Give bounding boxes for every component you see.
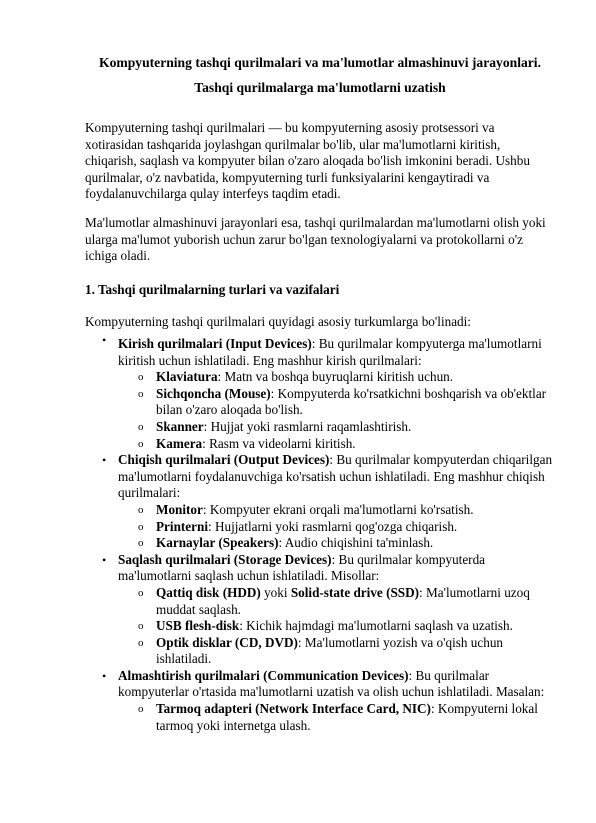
list-item bbox=[118, 535, 560, 552]
circle-bullet-icon: o bbox=[138, 437, 144, 450]
circle-bullet-icon: o bbox=[138, 503, 144, 516]
item-term: Sichqoncha (Mouse) bbox=[156, 385, 271, 401]
list-item bbox=[118, 502, 560, 519]
item-text: : Hujjat yoki rasmlarni raqamlashtirish. bbox=[203, 418, 412, 434]
list-item bbox=[118, 436, 560, 453]
item-text: : Hujjatlarni yoki rasmlarni qog'ozga chiqarish. bbox=[208, 518, 458, 534]
circle-bullet-icon: o bbox=[138, 620, 144, 633]
list-item-input-devices bbox=[0, 332, 560, 452]
category-name: Kirish qurilmalari (Input Devices) bbox=[118, 336, 312, 351]
document-subtitle: Tashqi qurilmalarga ma'lumotlarni uzatish bbox=[194, 80, 446, 95]
list-item bbox=[118, 635, 560, 668]
item-text: : Kompyuter ekrani orqali ma'lumotlarni ko'rsatish. bbox=[202, 501, 474, 517]
bullet-icon: • bbox=[102, 453, 107, 468]
item-text: : Kichik hajmdagi ma'lumotlarni saqlash va uzatish. bbox=[239, 618, 513, 634]
bullet-icon: • bbox=[102, 333, 107, 347]
list-item bbox=[118, 618, 560, 635]
item-text: : Ma'lumotlarni yozish va o'qish uchun ishlatiladi. bbox=[156, 634, 504, 667]
category-description: : Bu qurilmalar kompyuterga ma'lumotlarni kiritish uchun ishlatiladi. Eng mashhur kirish qurilmalari: bbox=[118, 336, 542, 368]
item-connector: yoki bbox=[260, 584, 291, 600]
list-item-communication-devices bbox=[0, 668, 560, 734]
list-item bbox=[118, 386, 560, 419]
list-item-output-devices bbox=[0, 452, 560, 552]
item-text: : Audio chiqishini ta'minlash. bbox=[278, 535, 434, 551]
item-text: : Kompyuterda ko'rsatkichni boshqarish va ob'ektlar bilan o'zaro aloqada bo'lish. bbox=[156, 385, 547, 418]
bullet-icon: • bbox=[102, 552, 107, 567]
item-text: : Rasm va videolarni kiritish. bbox=[202, 435, 356, 451]
item-term: USB flesh-disk bbox=[156, 618, 240, 634]
item-term: Qattiq disk (HDD) bbox=[156, 584, 261, 600]
list-item bbox=[118, 701, 560, 734]
circle-bullet-icon: o bbox=[138, 586, 144, 599]
item-term: Optik disklar (CD, DVD) bbox=[156, 634, 298, 650]
item-term: Klaviatura bbox=[156, 369, 218, 385]
item-text: : Ma'lumotlarni uzoq muddat saqlash. bbox=[156, 584, 530, 617]
list-item bbox=[118, 519, 560, 536]
sub-list bbox=[118, 585, 560, 668]
sub-list bbox=[118, 502, 560, 552]
item-text: : Kompyuterni lokal tarmoq yoki internetga ulash. bbox=[156, 701, 538, 733]
device-category-list bbox=[0, 332, 560, 734]
circle-bullet-icon: o bbox=[138, 537, 144, 550]
circle-bullet-icon: o bbox=[138, 371, 144, 384]
item-term-2: Solid-state drive (SSD) bbox=[290, 584, 420, 600]
category-name: Almashtirish qurilmalari (Communication Devices) bbox=[118, 667, 409, 683]
category-description: : Bu qurilmalar kompyuterdan chiqarilgan ma'lumotlarni foydalanuvchiga ko'rsatish uchun ishlatiladi. Eng mashhur chiqish qurilmalari: bbox=[118, 452, 553, 501]
list-item bbox=[118, 419, 560, 436]
item-term: Tarmoq adapteri (Network Interface Card, NIC) bbox=[156, 701, 431, 717]
intro-paragraph-1: Kompyuterning tashqi qurilmalari — bu kompyuterning asosiy protsessori va xotirasidan tashqarida joylashgan qurilmalar bo'lib, ular ma'lumotlarni kiritish, chiqarish, saqlash va kompyuter bilan o'zaro aloqada bo'lish imkonini beradi. Ushbu qurilmalar, o'z navbatida, kompyuterning turli funksiyalarini kengaytiradi va foydalanuvchilarga qulay interfeys taqdim etadi. bbox=[85, 120, 530, 202]
circle-bullet-icon: o bbox=[138, 636, 144, 649]
category-description: : Bu qurilmalar kompyuterlar o'rtasida ma'lumotlarni uzatish va olish uchun ishlatiladi. Masalan: bbox=[118, 667, 545, 700]
section-heading: 1. Tashqi qurilmalarning turlari va vazifalari bbox=[85, 282, 340, 297]
category-name: Chiqish qurilmalari (Output Devices) bbox=[118, 452, 330, 468]
item-text: : Matn va boshqa buyruqlarni kiritish uchun. bbox=[217, 369, 454, 385]
item-term: Skanner bbox=[156, 418, 204, 434]
bullet-icon: • bbox=[102, 668, 107, 683]
sub-list bbox=[118, 701, 560, 734]
item-term: Karnaylar (Speakers) bbox=[156, 535, 279, 551]
circle-bullet-icon: o bbox=[138, 703, 144, 716]
list-item bbox=[118, 369, 560, 386]
circle-bullet-icon: o bbox=[138, 387, 144, 400]
item-term: Monitor bbox=[156, 501, 203, 517]
item-term: Kamera bbox=[156, 435, 203, 451]
circle-bullet-icon: o bbox=[138, 420, 144, 433]
sub-list bbox=[118, 369, 560, 452]
category-name: Saqlash qurilmalari (Storage Devices) bbox=[118, 551, 332, 567]
intro-paragraph-2: Ma'lumotlar almashinuvi jarayonlari esa, tashqi qurilmalardan ma'lumotlarni olish yoki ularga ma'lumot yuborish uchun zarur bo'lgan texnologiyalarni va protokollarni o'z ichiga oladi. bbox=[85, 215, 546, 264]
document-title: Kompyuterning tashqi qurilmalari va ma'lumotlar almashinuvi jarayonlari. bbox=[99, 55, 541, 70]
item-term: Printerni bbox=[156, 518, 209, 534]
list-item bbox=[118, 585, 560, 618]
category-description: : Bu qurilmalar kompyuterda ma'lumotlarni saqlash uchun ishlatiladi. Misollar: bbox=[118, 551, 486, 584]
list-item-storage-devices bbox=[0, 552, 560, 668]
section-intro: Kompyuterning tashqi qurilmalari quyidagi asosiy turkumlarga bo'linadi: bbox=[85, 314, 471, 329]
circle-bullet-icon: o bbox=[138, 520, 144, 533]
